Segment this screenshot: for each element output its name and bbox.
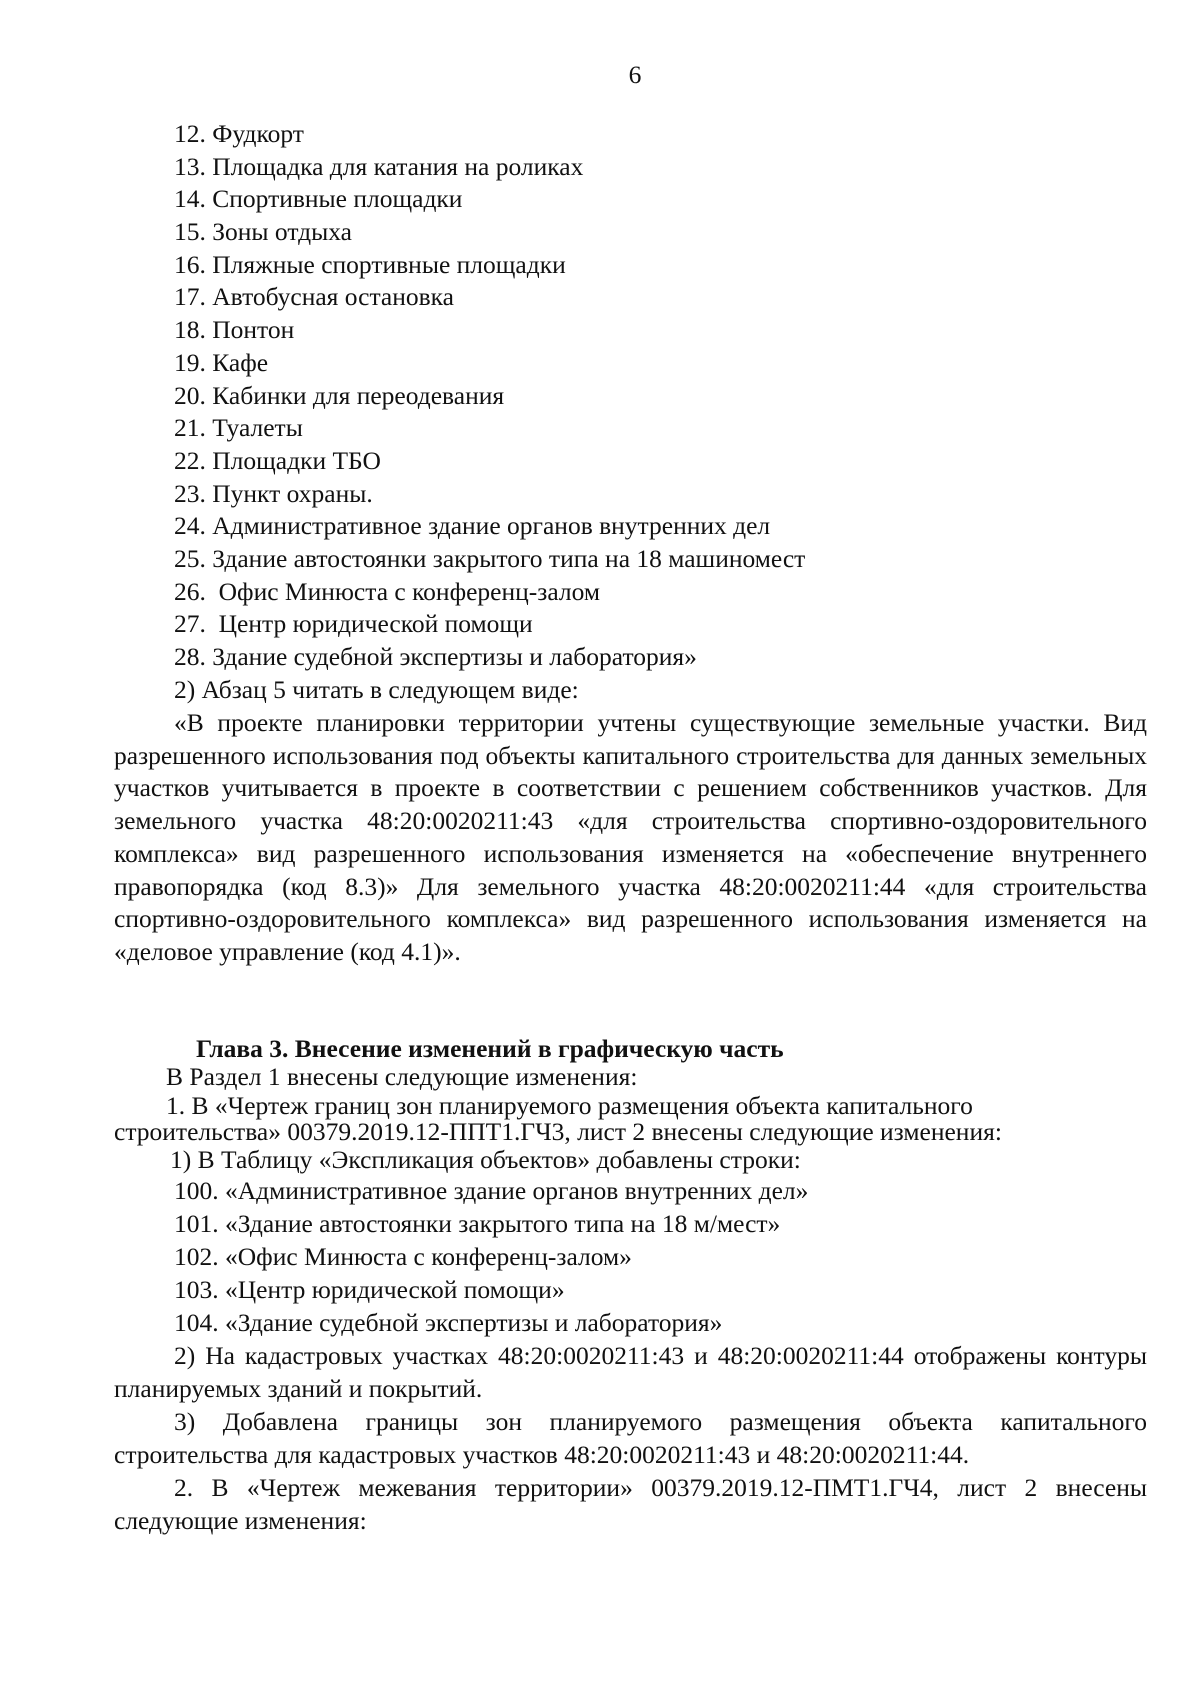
list-item: 15. Зоны отдыха <box>174 217 352 247</box>
list-item: 26. Офис Минюста с конференц-залом <box>174 576 601 606</box>
sub-item-2: 2) На кадастровых участках 48:20:0020211:43 и 48:20:0020211:44 отображены контуры планируемых зданий и покрытий. <box>114 1341 1147 1403</box>
list-item: 27. Центр юридической помощи <box>174 609 533 639</box>
paragraph-land-use <box>114 707 1147 969</box>
list-item: 24. Административное здание органов внутренних дел <box>174 511 771 541</box>
item-1-line2: строительства» 00379.2019.12-ППТ1.ГЧ3, лист 2 внесены следующие изменения: <box>114 1117 1002 1146</box>
list-item: 16. Пляжные спортивные площадки <box>174 249 566 279</box>
chapter-heading: Глава 3. Внесение изменений в графическую часть <box>196 1034 784 1063</box>
table-row: 100. «Административное здание органов внутренних дел» <box>174 1176 809 1205</box>
object-list <box>174 118 805 706</box>
list-item: 17. Автобусная остановка <box>174 282 455 312</box>
section-intro: В Раздел 1 внесены следующие изменения: <box>166 1062 638 1091</box>
list-item: 28. Здание судебной экспертизы и лаборатория» <box>174 642 697 671</box>
table-row: 102. «Офис Минюста с конференц-залом» <box>174 1242 632 1271</box>
list-item: 21. Туалеты <box>174 413 303 443</box>
list-item: 13. Площадка для катания на роликах <box>174 151 584 181</box>
list-item: 12. Фудкорт <box>174 119 304 148</box>
item-1-sub: 1) В Таблицу «Экспликация объектов» добавлены строки: <box>170 1145 801 1174</box>
paragraph-text: «В проекте планировки территории учтены существующие земельные участки. Вид разрешенного использования под объекты капитального строительства для данных земельных участков учитывается в проекте в соответствии с решением собственников участков. Для земельного участка 48:20:0020211:43 «для строительства спортивно-оздоровительного комплекса» вид разрешенного использования изменяется на «обеспечение внутреннего правопорядка (код 8.3)» Для земельного участка 48:20:0020211:44 «для строительства спортивно-оздоровительного комплекса» вид разрешенного использования изменяется на «деловое управление (код 4.1)». <box>114 708 1147 966</box>
list-item: 22. Площадки ТБО <box>174 445 381 475</box>
table-row: 103. «Центр юридической помощи» <box>174 1275 565 1304</box>
table-row: 104. «Здание судебной экспертизы и лаборатория» <box>174 1308 723 1337</box>
list-item: 2) Абзац 5 читать в следующем виде: <box>174 674 579 704</box>
list-item: 20. Кабинки для переодевания <box>174 380 505 410</box>
sub-item-3: 3) Добавлена границы зон планируемого размещения объекта капитального строительства для кадастровых участков 48:20:0020211:43 и 48:20:0020211:44. <box>114 1407 1147 1469</box>
list-item: 14. Спортивные площадки <box>174 184 463 214</box>
item-1-line1: 1. В «Чертеж границ зон планируемого размещения объекта капитального <box>166 1091 973 1120</box>
item-2: 2. В «Чертеж межевания территории» 00379.2019.12-ПМТ1.ГЧ4, лист 2 внесены следующие изменения: <box>114 1473 1147 1535</box>
list-item: 23. Пункт охраны. <box>174 478 373 508</box>
list-item: 19. Кафе <box>174 347 269 377</box>
list-item: 25. Здание автостоянки закрытого типа на 18 машиномест <box>174 543 806 573</box>
page-number: 6 <box>628 60 642 89</box>
list-item: 18. Понтон <box>174 315 295 345</box>
table-row: 101. «Здание автостоянки закрытого типа на 18 м/мест» <box>174 1209 781 1238</box>
